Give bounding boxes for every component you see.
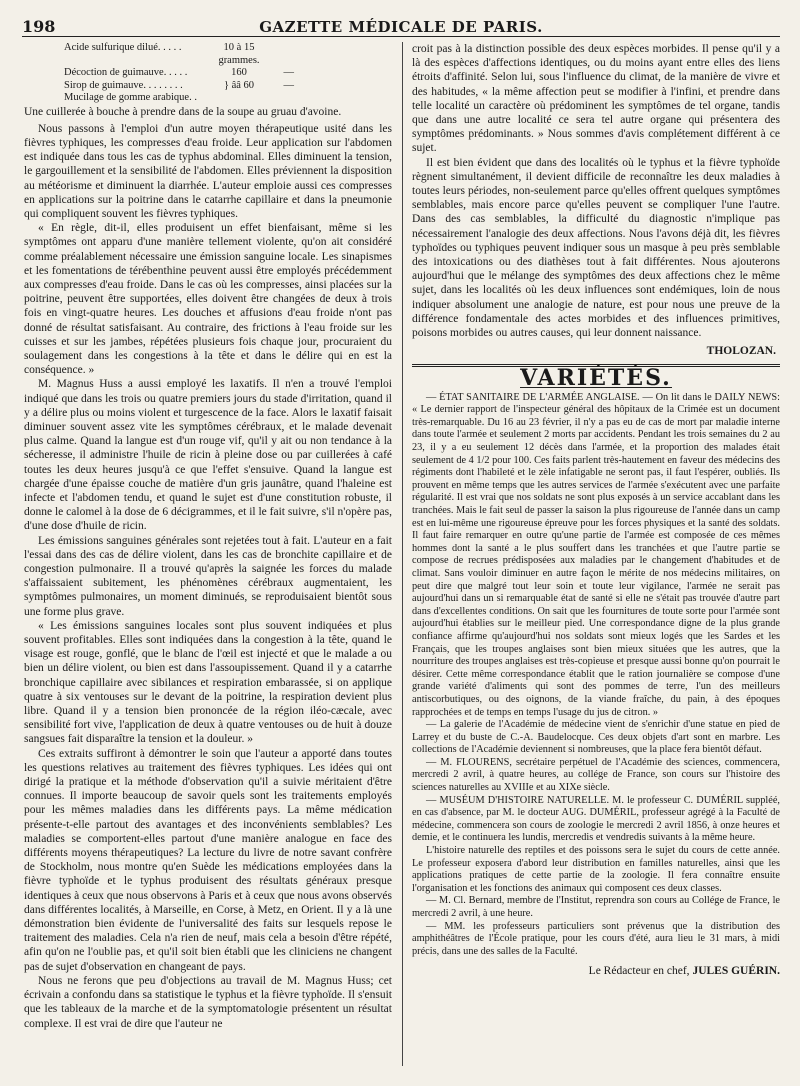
news-item: — MM. les professeurs particuliers sont prévenus que la distribution des amphithéâtres de l'École pratique, pour les cours d'été, aura lieu le 31 mars, à midi précis, dans une des salles de la Faculté.	[412, 920, 780, 957]
news-item: — MUSÉUM D'HISTOIRE NATURELLE. M. le professeur C. DUMÉRIL suppléé, en cas d'absence, par M. le docteur AUG. DUMÉRIL, professeur agrégé à la Faculté de médecine, commencera son cours de zoologie le mercredi 2 avril 1856, à onze heures et demie, et le continuera les lundis, mercredis et vendredis suivants à la même heure.	[412, 794, 780, 844]
paragraph: Nous ne ferons que peu d'objections au travail de M. Magnus Huss; cet écrivain a confondu dans sa statistique le typhus et la fièvre typhoïde. Il s'ensuit que les tableaux de la marche et de la symptomatologie présentent un résultat complexe. Il est vrai de dire que l'auteur ne	[24, 974, 392, 1030]
prescription-line: Sirop de guimauve. . . . . . . . } ââ 60 —	[64, 79, 294, 91]
prescription-line: Décoction de guimauve. . . . . 160 —	[64, 67, 294, 78]
prescription	[64, 42, 324, 105]
paragraph: « En règle, dit-il, elles produisent un effet bienfaisant, même si les symptômes ont apparu d'une manière tellement violente, qu'on ait considéré comme préalablement nécessaire une émission sanguine locale. Les sinapismes et les fomentations de térébenthine peuvent aussi être employés précédemment aux compresses d'eau froide. Dans le cas où les compresses, ainsi placées sur la poitrine, peuvent être supportées, elles doivent être changées de deux à trois fois en vingt-quatre heures. Les douches et affusions d'eau froide n'ont pas donné de résultat satisfaisant. Au contraire, des frictions à l'eau froide sur les cuisses et sur les jambes, répétées plusieurs fois chaque jour, procuraient du soulagement dans les congestions à la tête et dans le délire qui en est la conséquence. »	[24, 222, 392, 377]
column-divider	[402, 42, 403, 1066]
news-item: — La galerie de l'Académie de médecine vient de s'enrichir d'une statue en pied de Larrey et du buste de C.-A. Baudelocque. Ces deux objets d'art sont en marbre. Les collections de l'Académie deviennent si nombreuses, que la place fera bientôt défaut.	[412, 719, 780, 756]
paragraph: Ces extraits suffiront à démontrer le soin que l'auteur a apporté dans toutes les questions relatives au traitement des fièvres typhiques. Les idées qui ont dirigé la pratique et la méthode d'observation qu'il a suivie méritaient d'être connues. Il importe beaucoup de savoir quels sont les traitements employés pour les mêmes maladies dans les différents pays. La même médication présente-t-elle partout des avantages et des inconvénients semblables? Les maladies se comportent-elles partout d'une manière analogue en face des différents moyens thérapeutiques? La lecture du livre de notre savant confrère de Stockholm, nous montre qu'en Suède les médications employées dans la fièvre typhoïde et le typhus produisent des résultats généraux presque identiques à ceux que nous observons à Paris et à ceux que nous avons observés dans différentes localités, à Marseille, en Corse, à Metz, en Orient. Il y a là une démonstration bien évidente de l'universalité des faits sur lesquels repose le traitement des maladies. Cela n'a rien de neuf, mais cela a besoin d'être répété, afin qu'on ne l'oublie pas, et qu'il soit bien établi que les cliniciens ne changent pas de sujet d'observation en changeant de pays.	[24, 747, 392, 973]
section-title: VARIÉTÉS.	[520, 365, 672, 392]
page-number: 198	[22, 17, 56, 36]
paragraph: « Les émissions sanguines locales sont plus souvent indiquées et plus souvent profitables. Elles sont indiquées dans la congestion à la tête, quand le visage est rouge, gonflé, que le blanc de l'œil est injecté et que le malade a ou bien un délire violent, ou bien est dans l'assoupissement. Quand il y a catarrhe bronchique capillaire avec sibilances et respiration embarassée, si on applique quatre à six ventouses sur le devant de la poitrine, la respiration devient plus libre. Quand il y a tension bien prononcée de la région iléo-cæcale, avec sensibilité fort vive, l'application de deux à quatre ventouses ou de huit à douze sangsues fait disparaître la tension et la douleur. »	[24, 619, 392, 746]
prescription-line: Mucilage de gomme arabique. .	[64, 92, 197, 103]
left-column	[24, 42, 392, 1078]
prescription-note: Une cuillerée à bouche à prendre dans de la soupe au gruau d'avoine.	[24, 105, 342, 118]
paragraph: Les émissions sanguines générales sont rejetées tout à fait. L'auteur en a fait l'essai dans des cas de délire violent, dans les cas de bronchite capillaire et de congestion pulmonaire. Il a trouvé qu'après la saignée les forces du malade s'affaissaient subitement, les phénomènes cérébraux augmentaient, les symptômes pulmonaires, un moment diminués, se reproduisaient bientôt sous une forme plus grave.	[24, 534, 392, 618]
varietes-section	[412, 392, 780, 959]
news-item: L'histoire naturelle des reptiles et des poissons sera le sujet du cours de cette année. Le professeur exposera d'abord leur distribution en familles naturelles, ainsi que les applications pratiques de cette partie de la zoologie. Il fera connaître ensuite l'organisation et les fonctions des animaux qui composent ces deux classes.	[412, 845, 780, 894]
news-item: — M. FLOURENS, secrétaire perpétuel de l'Académie des sciences, commencera, mercredi 2 avril, à quatre heures, au collége de France, son cours sur l'histoire des sciences naturelles au XVIIIe et au XIXe siècle.	[412, 756, 780, 794]
prescription-line: Acide sulfurique dilué. . . . . 10 à 15 grammes.	[64, 42, 260, 66]
paragraph: Il est bien évident que dans des localités où le typhus et la fièvre typhoïde règnent simultanément, il devient difficile de reconnaître les deux maladies à toutes leurs périodes, non-seulement parce qu'elles offrent quelques symptômes semblables, mais encore parce qu'elles peuvent se compliquer l'une l'autre. Dans des cas semblables, la difficulté du diagnostic n'implique pas nécessairement l'analogie des deux affections. Nous l'avons déjà dit, les fièvres typhoïdes ou typhiques peuvent indiquer sous un masque à peu près semblable des intoxications ou des diathèses tout à fait différentes. Nous ajouterons aujourd'hui que le mélange des symptômes des deux affections chez le même sujet, dans les localités où les deux influences sont endémiques, loin de nous indiquer absolument une analogie de nature, est pour nous une preuve de la différence fondamentale des actes morbides et des influences primitives, poisons morbides ou autres causes, qui leur donnent naissance.	[412, 156, 780, 340]
news-item: — M. Cl. Bernard, membre de l'Institut, reprendra son cours au Collége de France, le mercredi 2 avril, à une heure.	[412, 895, 780, 920]
right-column	[412, 42, 780, 1078]
author-signature: THOLOZAN.	[706, 345, 776, 358]
page-header	[22, 14, 780, 37]
paragraph: croit pas à la distinction possible des deux espèces morbides. Il pense qu'il y a là des espèces d'affections identiques, ou du moins ayant entre elles des liens étroits d'affinité. Selon lui, sous l'influence du climat, de la manière de vivre et des habitudes, « la même affection peut se modifier à l'infini, et prendre dans telle localité un caractère où prédominent les symptômes de tel organe, tandis que dans une autre localité ce sera tel autre organe qui présentera des symptômes prédominants. » Nous sommes d'avis complétement différent à ce sujet.	[412, 43, 780, 155]
paragraph: M. Magnus Huss a aussi employé les laxatifs. Il n'en a trouvé l'emploi indiqué que dans les trois ou quatre premiers jours du stade d'irritation, quand il y a délire plus ou moins violent et turgescence de la face. Alors le laxatif faisait diminuer souvent assez vite les symptômes cérébraux, et le malade devenait plus calme. Quand la langue est d'un rouge vif, qu'il y ait ou non tendance à la sécheresse, il administre l'huile de ricin à pleine dose ou par cuillerées à café toutes les deux heures jusqu'à ce que l'effet s'ensuive. Quand la langue est chargée d'une épaisse couche de matière d'un gris jaunâtre, quand l'haleine est infecte et l'abdomen tendu, et quand le sujet est d'une constitution robuste, il donne le calomel à la dose de 6 décigrammes, et il le fait suivre, s'il n'opère pas, d'une dose d'huile de ricin.	[24, 378, 392, 533]
editor-signature: Le Rédacteur en chef, JULES GUÉRIN.	[588, 965, 780, 978]
news-item: — ÉTAT SANITAIRE DE L'ARMÉE ANGLAISE. — On lit dans le DAILY NEWS: « Le dernier rapport de l'inspecteur général des hôpitaux de la Crimée est un document très-remarquable. Du 16 au 23 février, il n'y a pas eu de cas de mort par maladie interne dans toute l'armée et seulement 2 morts par accidents. Pendant les trois semaines du 2 au 23, il y a eu seulement 12 décès dans l'armée, et la proportion des malades était seulement de 4 1/2 pour 100. Ces faits parlent très-hautement en faveur des médecins des régiments dont l'habileté et le zèle infatigable ne seront pas, il faut l'espérer, oubliés. Ils prouvent en même temps que les autres services de l'armée s'exécutent avec une parfaite régularité. Il est vrai que nos soldats ne sont plus exposés à un service accablant dans les tranchées. Mais le fait seul de passer la saison la plus rigoureuse de l'année dans un camp est en lui-même une rigoureuse épreuve pour les forces physiques et la santé des soldats. Il faut faire remarquer en outre qu'une partie de l'armée est composée de ces mêmes hommes dont la santé a le plus souffert dans les tranchées et que l'autre partie se compose de recrues prédisposées aux maladies par le changement d'habitudes et de climat. Sans vouloir diminuer en autre façon le mérite de nos médecins militaires, on peut dire que malgré tout leur soin et toute leur vigilance, l'armée ne serait pas aujourd'hui dans un si remarquable état de santé si elle ne s'était pas trouvée d'autre part dans d'excellentes conditions. On sait que les fournitures de toute sorte pour l'armée sont aujourd'hui établies sur le meilleur pied. Une correspondance digne de la plus grande confiance affirme qu'aujourd'hui nos soldats sont mieux logés que les Sardes et les Français, que les troupes anglaises sont bien mieux situées que les autres, que la nourriture des troupes anglaises est très-copieuse et presque aussi bonne qu'on pourrait le désirer. Cette même correspondance établit que le ration journalière se compose d'une grande variété d'aliments qui sont des pommes de terre, l'un des meilleurs antiscorbutiques, ou des oignons, de la viande fraîche, du pain, à des époques rapprochées et de temps en temps l'usage du jus de citron. »	[412, 391, 780, 718]
publication-title: GAZETTE MÉDICALE DE PARIS.	[259, 18, 543, 36]
paragraph: Nous passons à l'emploi d'un autre moyen thérapeutique usité dans les fièvres typhiques, les compresses d'eau froide. Leur application sur l'abdomen est indiquée dans tous les cas de typhus abdominal. Elles diminuent la tension, le gargouillement et la sensibilité de l'abdomen. Elles préviennent la disposition au météorisme et diminuent la diarrhée. L'auteur emploie aussi ces compresses en applications sur la poitrine dans le catarrhe capillaire et dans la pneumonie qui compliquent souvent les fièvres typhiques.	[24, 122, 392, 220]
